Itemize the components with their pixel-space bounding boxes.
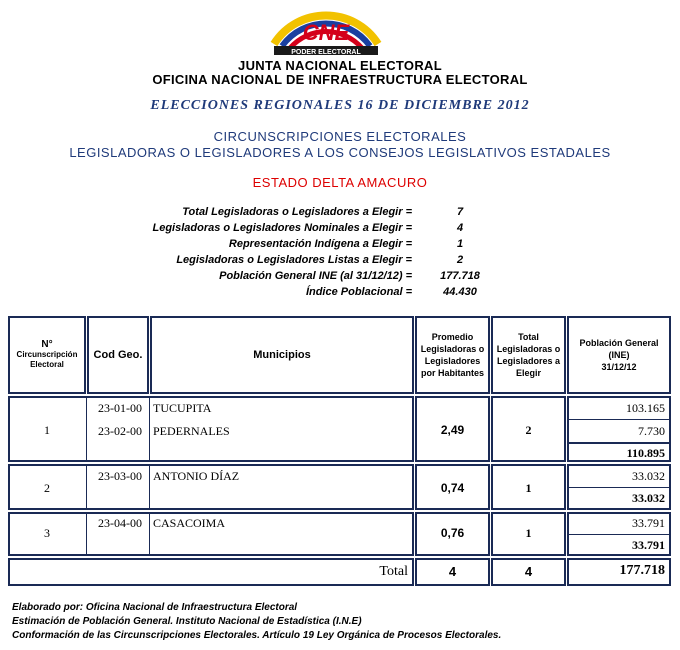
divider [567, 487, 671, 488]
divider [149, 512, 150, 556]
header-promedio: Promedio Legisladoras o Legisladores por Habitantes [415, 316, 490, 394]
total-promedio: 4 [448, 564, 457, 579]
svg-text:CNE: CNE [302, 20, 350, 45]
summary-label: Legisladoras o Legisladores Nominales a Elegir = [152, 222, 412, 234]
circ-title-2: LEGISLADORAS O LEGISLADORES A LOS CONSEJOS LEGISLATIVOS ESTADALES [69, 145, 611, 160]
municipio-name: PEDERNALES [153, 424, 230, 438]
summary-value: 4 [456, 222, 464, 234]
divider [149, 396, 150, 462]
promedio-value: 2,49 [440, 423, 465, 437]
header-circ-number [8, 316, 86, 394]
summary-label: Legisladoras o Legisladores Listas a Elegir = [176, 254, 412, 266]
divider [567, 419, 671, 420]
promedio-value: 0,74 [440, 481, 465, 495]
cod-geo: 23-02-00 [98, 424, 142, 438]
header-n-label: N° [41, 339, 53, 350]
header-cod-geo: Cod Geo. [87, 316, 149, 394]
header-poblacion [567, 316, 671, 394]
summary-label: Índice Poblacional = [305, 286, 412, 298]
svg-text:PODER ELECTORAL: PODER ELECTORAL [291, 49, 361, 56]
header-n-sublabel: Circunscripción Electoral [16, 350, 78, 369]
summary-value: 1 [456, 238, 464, 250]
total-label: Total [379, 564, 408, 579]
poblacion-value: 7.730 [638, 424, 665, 438]
total-legisladores: 4 [524, 564, 533, 579]
header-poblacion-label: Población General (INE) [579, 338, 659, 360]
header-municipios: Municipios [150, 316, 414, 394]
divider [149, 464, 150, 510]
summary-value: 2 [456, 254, 464, 266]
municipio-name: CASACOIMA [153, 516, 226, 530]
total-value: 1 [525, 526, 532, 540]
footer-line: Elaborado por: Oficina Nacional de Infraestructura Electoral [12, 602, 298, 613]
circ-number: 1 [44, 423, 50, 437]
footer-line: Estimación de Población General. Instituto Nacional de Estadística (I.N.E) [12, 616, 362, 627]
poblacion-value: 33.032 [632, 469, 665, 483]
divider [86, 464, 87, 510]
poblacion-subtotal: 33.032 [632, 491, 665, 505]
promedio-value: 0,76 [440, 526, 465, 540]
divider [567, 534, 671, 535]
cod-geo: 23-04-00 [98, 516, 142, 530]
poblacion-subtotal: 33.791 [632, 538, 665, 552]
summary-label: Población General INE (al 31/12/12) = [219, 270, 412, 282]
election-title: ELECCIONES REGIONALES 16 DE DICIEMBRE 2012 [150, 98, 530, 113]
org-title: JUNTA NACIONAL ELECTORAL [238, 58, 442, 73]
total-value: 1 [525, 481, 532, 495]
poblacion-value: 103.165 [626, 401, 665, 415]
cod-geo: 23-03-00 [98, 469, 142, 483]
municipio-name: ANTONIO DÍAZ [153, 469, 240, 483]
divider [86, 396, 87, 462]
summary-label: Representación Indígena a Elegir = [228, 238, 412, 250]
total-value: 2 [525, 423, 532, 437]
circ-number: 3 [44, 526, 50, 540]
summary-label: Total Legisladoras o Legisladores a Elegir = [182, 206, 412, 218]
summary-value: 177.718 [440, 270, 480, 282]
circ-title-1: CIRCUNSCRIPCIONES ELECTORALES [213, 129, 467, 144]
state-title: ESTADO DELTA AMACURO [252, 175, 428, 190]
divider [86, 512, 87, 556]
cne-logo-mark [268, 4, 384, 56]
summary-value: 44.430 [443, 286, 477, 298]
circ-number: 2 [44, 481, 50, 495]
poblacion-subtotal: 110.895 [626, 446, 665, 460]
divider [567, 442, 671, 444]
footer-line: Conformación de las Circunscripciones Electorales. Artículo 19 Ley Orgánica de Procesos Electorales. [12, 630, 502, 641]
cne-logo [268, 4, 384, 56]
poblacion-value: 33.791 [632, 516, 665, 530]
office-title: OFICINA NACIONAL DE INFRAESTRUCTURA ELECTORAL [152, 72, 528, 87]
header-total: Total Legisladoras o Legisladores a Elegir [491, 316, 566, 394]
cod-geo: 23-01-00 [98, 401, 142, 415]
header-poblacion-date: 31/12/12 [601, 362, 637, 372]
total-poblacion: 177.718 [619, 563, 665, 578]
municipio-name: TUCUPITA [153, 401, 212, 415]
summary-value: 7 [456, 206, 464, 218]
